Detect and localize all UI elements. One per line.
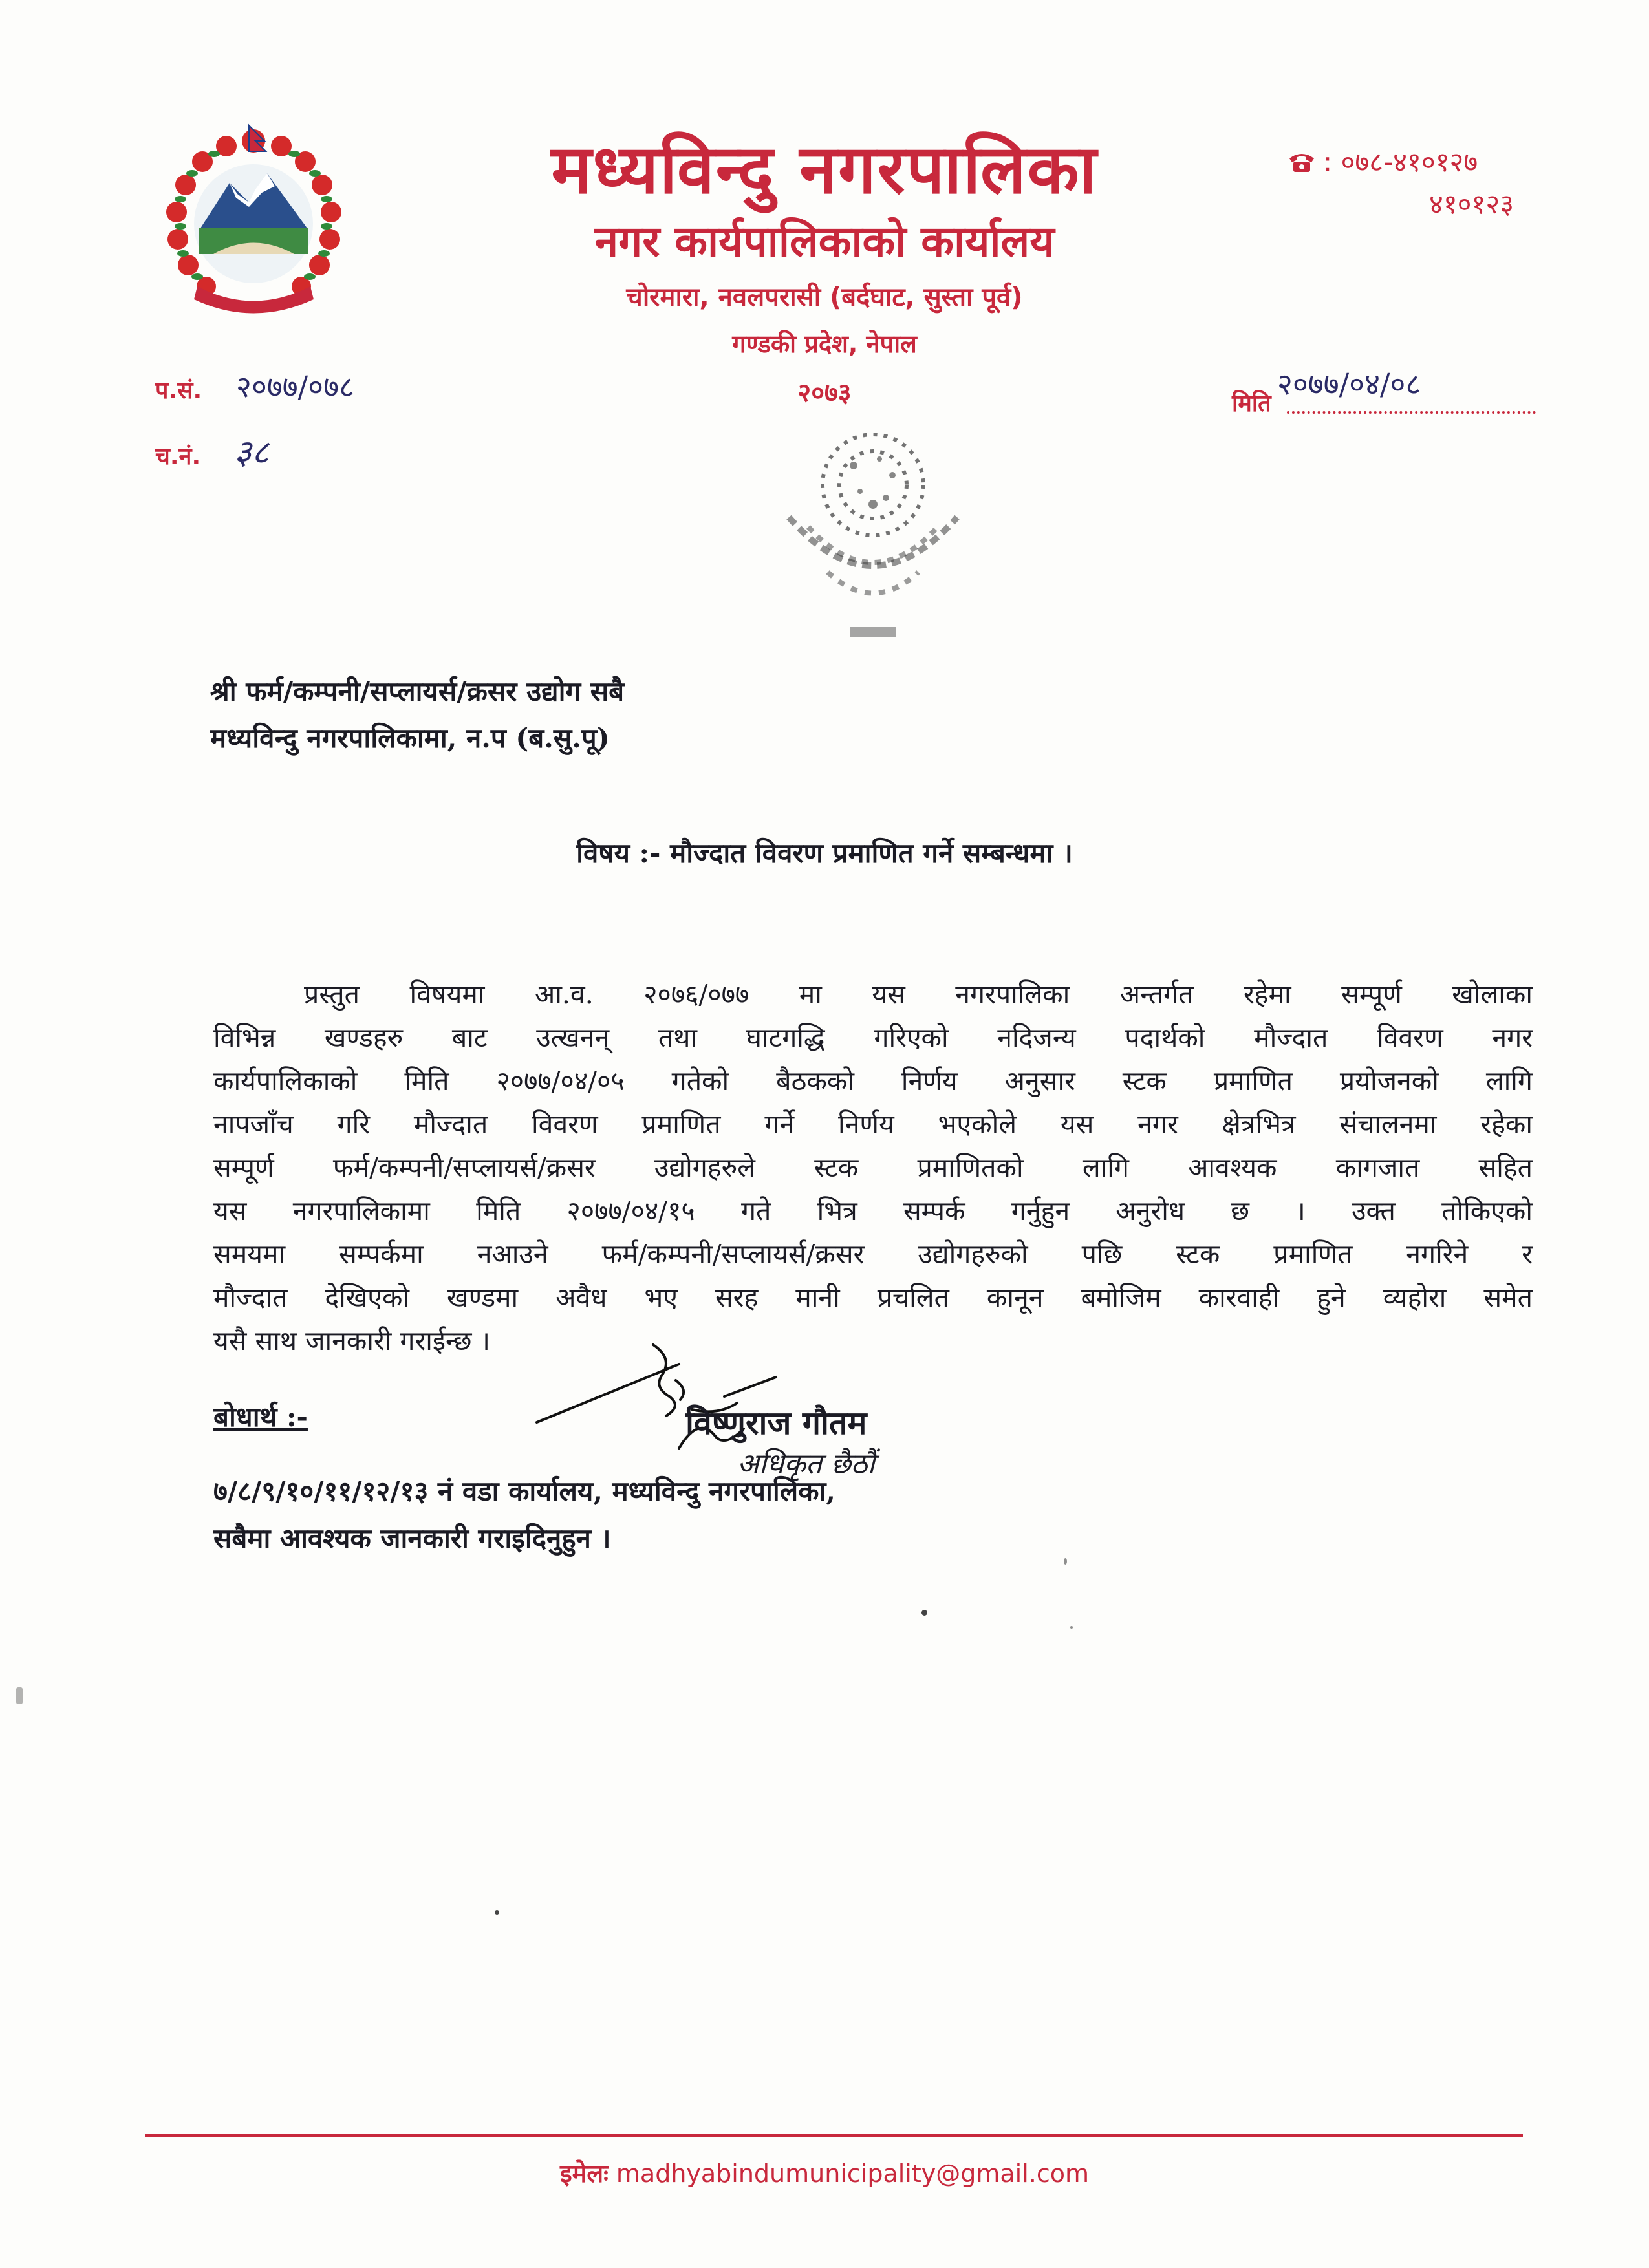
cc-label: बोधार्थ :- (213, 1401, 308, 1433)
scan-speck (1070, 1626, 1073, 1629)
signatory-name: विष्णुराज गौतम (685, 1404, 867, 1442)
cn-value: ३८ (234, 433, 270, 472)
email-address[interactable]: madhyabindumunicipality@gmail.com (616, 2159, 1090, 2188)
footer-email (0, 2156, 1649, 2190)
phone-block (1287, 141, 1558, 225)
scan-speck (921, 1610, 927, 1616)
telephone-icon (1287, 151, 1317, 174)
body-line: विभिन्न खण्डहरु बाट उत्खनन् तथा घाटगद्धि गरिएको नदिजन्य पदार्थको मौज्दात विवरण नगर (213, 1022, 1533, 1053)
office-address: चोरमारा, नवलपरासी (बर्दघाट, सुस्ता पूर्व) (626, 283, 1023, 312)
cc-wards-line: ७/८/९/१०/११/१२/१३ नं वडा कार्यालय, मध्यविन्दु नगरपालिका, (213, 1475, 835, 1507)
body-line: कार्यपालिकाको मिति २०७७/०४/०५ गतेको बैठकको निर्णय अनुसार स्टक प्रमाणित प्रयोजनको लागि (213, 1065, 1533, 1097)
phone-number-2: ४१०१२३ (1429, 188, 1514, 220)
phone-number-1: : ०७८-४१०१२७ (1323, 146, 1478, 178)
established-year: २०७३ (797, 378, 852, 408)
cc-request-line: सबैमा आवश्यक जानकारी गराइदिनुहुन । (213, 1523, 611, 1554)
body-line: प्रस्तुत विषयमा आ.व. २०७६/०७७ मा यस नगरपालिका अन्तर्गत रहेमा सम्पूर्ण खोलाका (304, 979, 1533, 1010)
official-stamp (744, 414, 1002, 666)
body-line: नापजाँच गरि मौज्दात विवरण प्रमाणित गर्ने निर्णय भएकोले यस नगर क्षेत्रभित्र संचालनमा रहेका (213, 1109, 1533, 1140)
scan-speck (16, 1687, 23, 1704)
cn-label: च.नं. (155, 444, 201, 470)
body-line: सम्पूर्ण फर्म/कम्पनी/सप्लायर्स/क्रसर उद्योगहरुले स्टक प्रमाणितको लागि आवश्यक कागजात सहित (213, 1152, 1533, 1183)
ps-value: २०७७/०७८ (236, 369, 354, 404)
body-line: यसै साथ जानकारी गराईन्छ । (213, 1325, 491, 1356)
letter-body (213, 973, 1533, 1363)
date-value: २०७७/०४/०८ (1277, 367, 1421, 401)
letter-subject: विषय :- मौज्दात विवरण प्रमाणित गर्ने सम्बन्धमा । (576, 837, 1073, 869)
email-label: इमेलः (559, 2159, 609, 2188)
recipient-line-2: मध्यविन्दु नगरपालिकामा, न.प (ब.सु.पू) (210, 722, 610, 754)
recipient-line-1: श्री फर्म/कम्पनी/सप्लायर्स/क्रसर उद्योग सबै (210, 676, 625, 707)
body-line: यस नगरपालिकामा मिति २०७७/०४/१५ गते भित्र सम्पर्क गर्नुहुन अनुरोध छ । उक्त तोकिएको (213, 1195, 1533, 1226)
municipality-title: मध्यविन्दु नगरपालिका (551, 130, 1098, 209)
footer-rule (146, 2134, 1523, 2137)
body-line: मौज्दात देखिएको खण्डमा अवैध भए सरह मानी प्रचलित कानून बमोजिम कारवाही हुने व्यहोरा समेत (213, 1282, 1533, 1313)
body-line: समयमा सम्पर्कमा नआउने फर्म/कम्पनी/सप्लायर्स/क्रसर उद्योगहरुको पछि स्टक प्रमाणित नगरिने र (213, 1239, 1533, 1270)
date-dotted-line (1287, 411, 1536, 414)
office-subtitle: नगर कार्यपालिकाको कार्यालय (594, 217, 1055, 266)
province-line: गण्डकी प्रदेश, नेपाल (732, 330, 917, 358)
scan-speck (1064, 1558, 1067, 1565)
signatory-title: अधिकृत छैठौं (737, 1448, 875, 1481)
date-label: मिति (1232, 390, 1271, 417)
ps-label: प.सं. (155, 378, 202, 404)
scan-speck (495, 1910, 499, 1915)
